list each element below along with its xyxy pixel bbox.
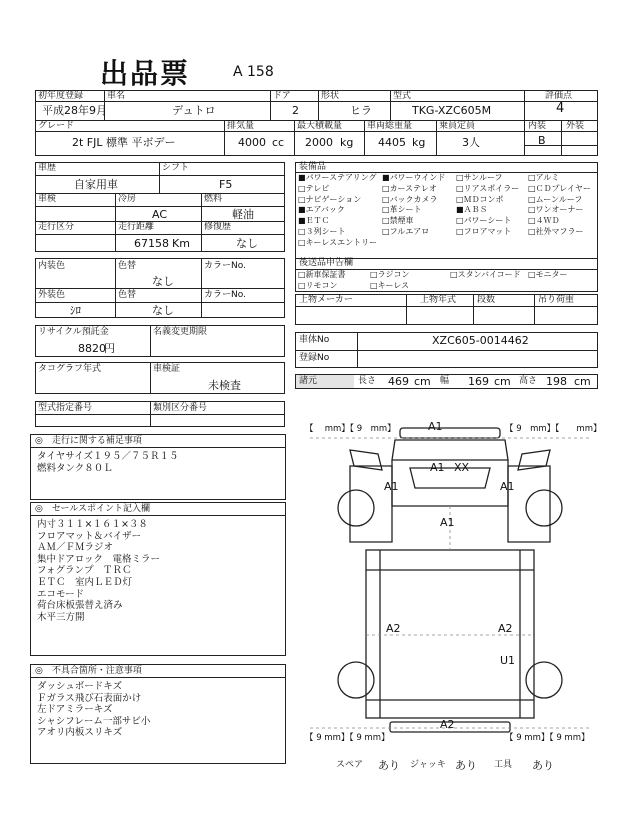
recycle-unit: 円: [104, 342, 115, 355]
document-item: [370, 270, 410, 280]
unchecked-box-icon: □: [382, 205, 390, 215]
equipment-item-label: ＥＴＣ: [305, 216, 330, 226]
int-color-change-label: 色替: [118, 261, 137, 271]
exterior-label: 外装: [566, 121, 585, 131]
equipment-title: 装備品: [299, 162, 327, 172]
unchecked-box-icon: □: [382, 183, 390, 193]
equipment-item: [456, 173, 503, 183]
grade-label: グレード: [38, 121, 75, 131]
gross-weight-value: 4405: [378, 136, 406, 149]
tools-value: あり: [532, 759, 554, 772]
door-value: 2: [292, 104, 299, 117]
score-value: 4: [556, 101, 565, 116]
shift-label: シフト: [162, 163, 190, 173]
ac-value: AC: [152, 208, 168, 221]
equipment-item-label: ムーンルーフ: [535, 194, 583, 204]
mark-right-door: A1: [500, 480, 515, 493]
mileage-label: 走行距離: [118, 222, 155, 232]
unchecked-box-icon: □: [528, 205, 536, 215]
unchecked-box-icon: □: [298, 183, 306, 193]
unchecked-box-icon: □: [298, 194, 306, 204]
unchecked-box-icon: □: [456, 227, 464, 236]
sales-points-text: 内寸３１１×１６１×３８ フロアマット＆バイザー ＡＭ／ＦＭラジオ 集中ドアロック 電格ミラー フォグランプ ＴＲＣ ＥＴＣ 室内ＬＥＤ灯 エコモード 荷台床板張替え済み 木平三方開: [37, 519, 161, 623]
equipment-item: [298, 238, 377, 248]
inspection-label: 車検証: [153, 364, 181, 374]
first-reg-value: 平成28年9月: [42, 104, 107, 117]
equipment-item: [382, 184, 437, 194]
fuel-label: 燃料: [204, 194, 223, 204]
model-label: 型式: [393, 91, 412, 101]
unchecked-box-icon: □: [528, 270, 536, 279]
equipment-item-label: ＭＤコンポ: [463, 194, 504, 204]
document-item-label: スタンバイコード: [457, 270, 521, 279]
equipment-item: [456, 216, 511, 226]
mark-rear-bumper: A2: [440, 718, 455, 731]
equipment-item-label: バックカメラ: [389, 194, 438, 204]
mileage-value: 67158: [134, 237, 169, 250]
equipment-item-label: テレビ: [305, 183, 330, 193]
unchecked-box-icon: □: [456, 183, 464, 193]
checked-box-icon: ■: [456, 205, 464, 215]
ac-label: 冷房: [118, 194, 137, 204]
equipment-item: [298, 205, 345, 215]
max-load-label: 最大積載量: [297, 121, 343, 131]
unchecked-box-icon: □: [298, 270, 306, 279]
document-item: [370, 281, 409, 291]
damage-diagram: [290, 410, 610, 760]
hoist-label: 吊り荷重: [538, 295, 575, 305]
jack-value: あり: [455, 759, 477, 772]
gross-weight-label: 車両総重量: [367, 121, 413, 131]
interior-label: 内装: [528, 121, 547, 131]
equipment-item-label: ワンオーナー: [535, 205, 584, 215]
unchecked-box-icon: □: [382, 194, 390, 204]
equipment-item: [298, 184, 329, 194]
type-designation-label: 型式指定番号: [38, 403, 93, 413]
equipment-item: [382, 205, 422, 215]
unchecked-box-icon: □: [298, 227, 306, 236]
equipment-item-label: 社外マフラー: [535, 227, 584, 236]
name-change-label: 名義変更期限: [153, 327, 208, 337]
unchecked-box-icon: □: [528, 173, 536, 182]
unchecked-box-icon: □: [528, 183, 536, 193]
unchecked-box-icon: □: [370, 270, 378, 279]
specs-label: 諸元: [299, 376, 318, 386]
unchecked-box-icon: □: [528, 216, 536, 226]
recycle-value: 8820: [78, 342, 106, 355]
equipment-item: [456, 205, 488, 215]
panel-guide-lines: [310, 438, 590, 728]
unchecked-box-icon: □: [450, 270, 458, 279]
checked-box-icon: ■: [298, 216, 306, 226]
equipment-item-label: カーステレオ: [389, 183, 437, 193]
sales-points-title: ◎ セールスポイント記入欄: [35, 504, 151, 514]
recycle-label: リサイクル預託金: [38, 327, 109, 337]
class-label: 車検: [38, 194, 57, 204]
interior-value: B: [538, 134, 546, 147]
unchecked-box-icon: □: [382, 216, 390, 226]
tire-depth-top-right: 【 9 mm】【 mm】: [505, 424, 602, 434]
equipment-item-label: パワーウインド: [389, 173, 446, 182]
model-value: TKG-XZC605M: [412, 104, 492, 117]
mark-left-bed: A2: [386, 622, 401, 635]
mark-right-rear: U1: [500, 654, 516, 667]
equipment-item: [298, 216, 330, 226]
equipment-item: [528, 195, 582, 205]
equipment-item: [456, 195, 504, 205]
equipment-item-label: フロアマット: [463, 227, 512, 236]
ext-color-change-label: 色替: [118, 290, 137, 300]
shape-label: 形状: [321, 91, 340, 101]
history-label: 車歴: [38, 163, 57, 173]
chassis-value: XZC605-0014462: [432, 334, 529, 347]
equipment-item: [382, 227, 429, 237]
defects-title-text: 不具合箇所・注意事項: [51, 666, 142, 676]
tacho-label: タコグラフ年式: [38, 364, 102, 374]
equipment-item-label: エアバック: [305, 205, 345, 215]
truck-outline: [338, 428, 562, 732]
defects-title: ◎ 不具合箇所・注意事項: [35, 666, 142, 676]
unchecked-box-icon: □: [456, 194, 464, 204]
equipment-item: [298, 173, 377, 183]
unchecked-box-icon: □: [382, 227, 390, 236]
lot-number: A 158: [233, 64, 274, 80]
ext-color-label: 外装色: [38, 290, 66, 300]
mileage-unit: Km: [172, 237, 190, 250]
category-no-label: 類別区分番号: [153, 403, 208, 413]
equipment-item-label: ナビゲーション: [305, 194, 362, 204]
width-unit: cm: [494, 375, 511, 388]
equipment-item-label: 革シート: [389, 205, 422, 215]
checked-box-icon: ■: [298, 205, 306, 215]
unchecked-box-icon: □: [298, 281, 306, 290]
equipment-item-label: ＣＤプレイヤー: [535, 183, 591, 193]
spare-label: スペア: [336, 760, 364, 770]
ext-color-change-value: なし: [152, 304, 174, 317]
equipment-item-label: キーレスエントリー: [305, 237, 378, 247]
gross-weight-unit: kg: [412, 136, 426, 149]
unchecked-box-icon: □: [456, 216, 464, 226]
document-item-label: キーレス: [377, 281, 410, 290]
inspection-value: 未検査: [208, 379, 241, 392]
shift-value: F5: [219, 178, 233, 191]
displacement-value: 4000: [238, 136, 266, 149]
car-name-value: デュトロ: [172, 104, 216, 117]
equipment-item-label: 禁煙車: [389, 216, 414, 226]
tools-label: 工具: [494, 760, 513, 770]
equipment-item: [528, 184, 591, 194]
checked-box-icon: ■: [298, 173, 306, 182]
mark-windshield: A1: [430, 461, 445, 474]
equipment-item: [382, 173, 445, 183]
mark-right-bed: A2: [498, 622, 513, 635]
equipment-item: [456, 184, 519, 194]
equipment-item-label: ４ＷＤ: [535, 216, 560, 226]
capacity-value: 3人: [462, 136, 480, 149]
stages-label: 段数: [477, 295, 496, 305]
tire-depth-bottom-left: 【 9 mm】【 9 mm】: [305, 733, 390, 743]
shape-value: ヒラ: [350, 104, 372, 117]
driving-notes-title: ◎ 走行に関する補足事項: [35, 436, 142, 446]
displacement-unit: cc: [272, 136, 285, 149]
height-unit: cm: [574, 375, 591, 388]
equipment-item-label: パワーステアリング: [305, 173, 377, 182]
door-label: ドア: [273, 91, 291, 101]
document-item-label: ラジコン: [377, 270, 410, 279]
equipment-item-label: パワーシート: [463, 216, 512, 226]
unchecked-box-icon: □: [528, 227, 536, 236]
int-color-label: 内装色: [38, 261, 66, 271]
mileage-cat-label: 走行区分: [38, 222, 75, 232]
equipment-item: [298, 195, 361, 205]
equipment-item-label: サンルーフ: [463, 173, 503, 182]
defects-text: ダッシュボードキズ Ｆガラス飛び石表面かけ 左ドアミラーキズ シャシフレーム一部サビ小 アオリ内板スリキズ: [37, 681, 151, 739]
equipment-item: [382, 216, 414, 226]
ext-color-value: ｼﾛ: [70, 304, 81, 317]
int-color-code-label: カラーNo.: [204, 261, 246, 271]
capacity-label: 乗員定員: [439, 121, 476, 131]
height-label: 高さ: [519, 376, 538, 386]
unchecked-box-icon: □: [298, 237, 306, 247]
document-item: [528, 270, 568, 280]
equipment-item-label: ＡＢＳ: [463, 205, 488, 215]
equipment-item-label: アルミ: [535, 173, 560, 182]
length-unit: cm: [414, 375, 431, 388]
chassis-label: 車体No: [299, 335, 330, 345]
document-item-label: モニター: [535, 270, 568, 279]
page-title: 出品票: [100, 57, 191, 90]
document-item: [298, 270, 346, 280]
driving-notes-text: タイヤサイズ１９５／７５Ｒ１５ 燃料タンク８０Ｌ: [37, 451, 179, 474]
equipment-item: [528, 205, 584, 215]
document-item: [298, 281, 338, 291]
spare-value: あり: [378, 759, 400, 772]
equipment-item: [298, 227, 346, 237]
equipment-item-label: フルエアロ: [389, 227, 430, 236]
equipment-item: [528, 227, 584, 237]
reg-no-label: 登録No: [299, 353, 330, 363]
unchecked-box-icon: □: [528, 194, 536, 204]
driving-notes-title-text: 走行に関する補足事項: [51, 436, 142, 446]
displacement-label: 排気量: [227, 121, 255, 131]
equipment-item-label: リアスポイラー: [463, 183, 520, 193]
width-label: 幅: [440, 376, 450, 386]
max-load-value: 2000: [305, 136, 333, 149]
document-item: [450, 270, 521, 280]
car-name-label: 車名: [107, 91, 126, 101]
ext-color-code-label: カラーNo.: [204, 290, 246, 300]
length-value: 469: [388, 375, 409, 388]
length-label: 長さ: [358, 376, 377, 386]
equipment-item-label: ３列シート: [305, 227, 346, 236]
mark-front-bumper: A1: [428, 420, 443, 433]
width-value: 169: [468, 375, 489, 388]
equipment-item: [382, 195, 438, 205]
equipment-item: [456, 227, 511, 237]
crane-year-label: 上物年式: [420, 295, 457, 305]
sales-points-title-text: セールスポイント記入欄: [51, 504, 151, 514]
grade-value: 2t FJL 標準 平ボデー: [72, 136, 176, 149]
crane-maker-label: 上物メーカー: [299, 295, 353, 305]
mark-cab-rear: A1: [440, 516, 455, 529]
document-item-label: リモコン: [305, 281, 338, 290]
jack-label: ジャッキ: [410, 760, 446, 770]
unchecked-box-icon: □: [456, 173, 464, 182]
equipment-item: [528, 173, 559, 183]
mark-left-door: A1: [384, 480, 399, 493]
docs-title: 後送品申告欄: [299, 258, 354, 268]
max-load-unit: kg: [340, 136, 354, 149]
checked-box-icon: ■: [382, 173, 390, 182]
height-value: 198: [546, 375, 567, 388]
repair-label: 修復歴: [204, 222, 232, 232]
history-value: 自家用車: [74, 178, 118, 191]
fuel-value: 軽油: [232, 208, 254, 221]
score-label: 評価点: [545, 91, 573, 101]
mark-windshield-xx: XX: [454, 461, 470, 474]
equipment-item: [528, 216, 560, 226]
unchecked-box-icon: □: [370, 281, 378, 290]
int-color-change-value: なし: [152, 275, 174, 288]
tire-depth-bottom-right: 【 9 mm】【 9 mm】: [505, 733, 590, 743]
repair-value: なし: [236, 237, 258, 250]
tire-depth-top-left: 【 mm】【 9 mm】: [305, 424, 396, 434]
document-item-label: 新車保証書: [305, 270, 346, 279]
first-reg-label: 初年度登録: [38, 91, 84, 101]
